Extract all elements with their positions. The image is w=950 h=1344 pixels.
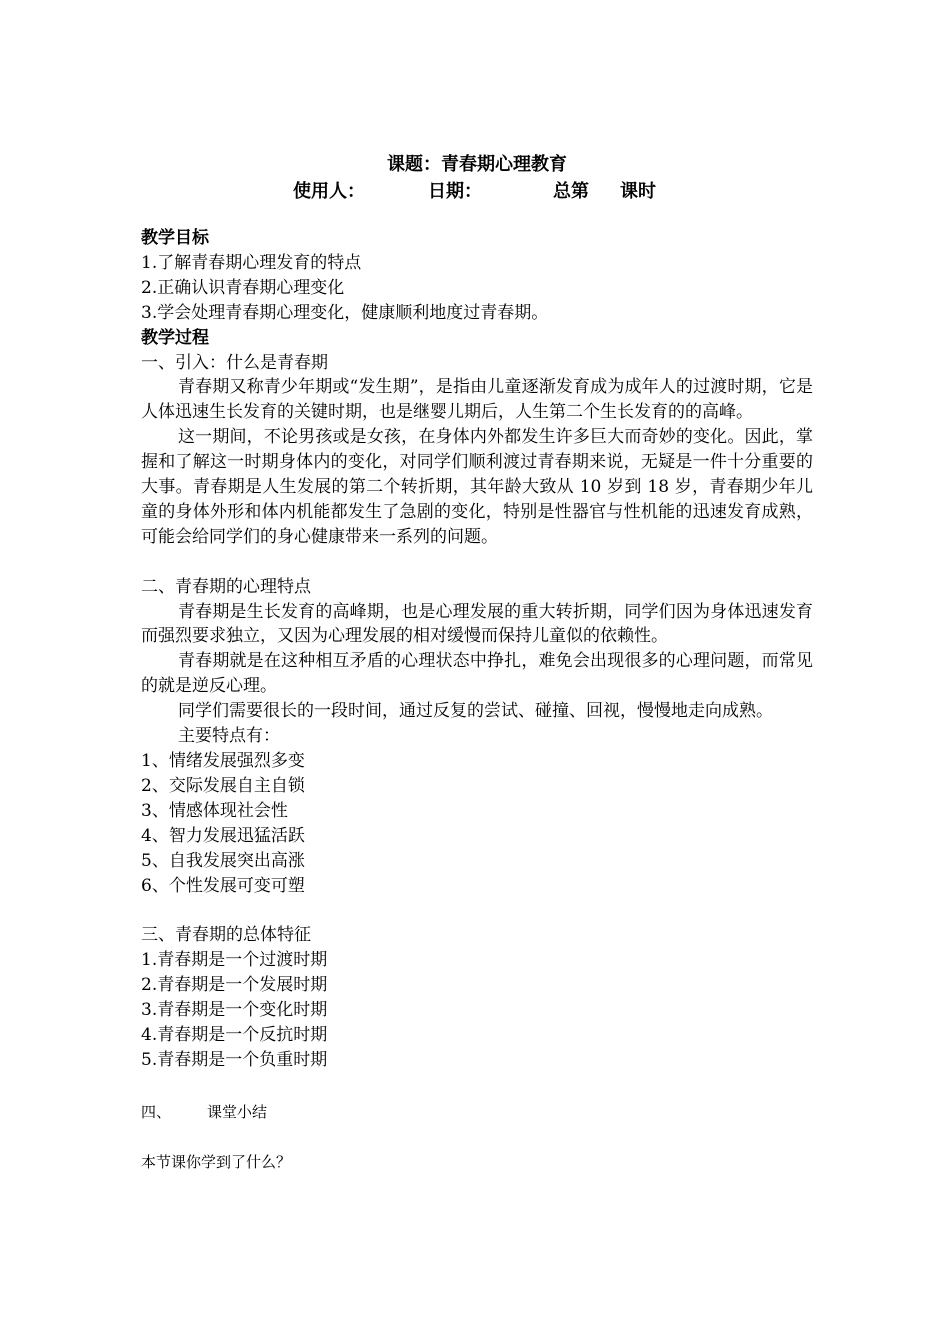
objective-item: 3.学会处理青春期心理变化，健康顺利地度过青春期。 <box>141 302 549 323</box>
objective-item: 1.了解青春期心理发育的特点 <box>141 252 362 273</box>
list-item: 6、个性发展可变可塑 <box>141 875 305 896</box>
lesson-meta-line <box>0 177 950 201</box>
spacer <box>141 1125 813 1150</box>
section-4-title <box>141 1100 813 1125</box>
list-item: 5.青春期是一个负重时期 <box>141 1049 328 1070</box>
period-label: 课时 <box>620 181 656 202</box>
list-item: 3.青春期是一个变化时期 <box>141 1000 328 1021</box>
paragraph: 这一期间，不论男孩或是女孩，在身体内外都发生许多巨大而奇妙的变化。因此，掌握和了解这一时期身体内的变化，对同学们顺利渡过青春期来说，无疑是一件十分重要的大事。青春期是人生发展的第二个转折期，其年龄大致从 10 岁到 18 岁，青春期少年儿童的身体外形和体内机能都发生了急剧的变化，特别是性器官与性机能的迅速发育成熟，可能会给同学们的身心健康带来一系列的问题。 <box>141 427 813 547</box>
section-1-title: 一、引入：什么是青春期 <box>141 352 328 373</box>
document-title: 课题：青春期心理教育 <box>387 154 567 175</box>
spacer <box>141 898 813 923</box>
paragraph: 青春期又称青少年期或“发生期”，是指由儿童逐渐发育成为成年人的过渡时期，它是人体迅速生长发育的关键时期，也是继婴儿期后，人生第二个生长发育的的高峰。 <box>141 377 813 423</box>
summary-question: 本节课你学到了什么？ <box>141 1152 292 1171</box>
paragraph: 同学们需要很长的一段时间，通过反复的尝试、碰撞、回视，慢慢地走向成熟。 <box>178 701 773 722</box>
date-label: 日期： <box>428 181 482 202</box>
section-2-title: 二、青春期的心理特点 <box>141 576 311 597</box>
objective-item: 2.正确认识青春期心理变化 <box>141 277 345 298</box>
user-label: 使用人： <box>293 181 365 202</box>
list-item: 1、情绪发展强烈多变 <box>141 751 305 772</box>
paragraph: 青春期就是在这种相互矛盾的心理状态中挣扎，难免会出现很多的心理问题，而常见的就是逆反心理。 <box>141 651 813 697</box>
section-4-label: 课堂小结 <box>207 1102 268 1121</box>
spacer <box>141 550 813 575</box>
list-item: 2、交际发展自主自锁 <box>141 775 305 796</box>
document-body <box>141 226 813 1175</box>
list-item: 1.青春期是一个过渡时期 <box>141 950 328 971</box>
total-label: 总第 <box>553 181 589 202</box>
section-4-number: 四、 <box>141 1102 172 1121</box>
process-heading: 教学过程 <box>141 327 209 348</box>
spacer <box>141 1073 813 1100</box>
objectives-heading: 教学目标 <box>141 228 209 248</box>
paragraph: 青春期是生长发育的高峰期，也是心理发展的重大转折期，同学们因为身体迅速发育而强烈要求独立，又因为心理发展的相对缓慢而保持儿童似的依赖性。 <box>141 601 813 647</box>
list-item: 3、情感体现社会性 <box>141 800 288 821</box>
list-item: 2.青春期是一个发展时期 <box>141 975 328 996</box>
list-item: 4、智力发展迅猛活跃 <box>141 825 305 846</box>
list-item: 5、自我发展突出高涨 <box>141 850 305 871</box>
paragraph: 主要特点有： <box>178 726 280 747</box>
section-3-title: 三、青春期的总体特征 <box>141 925 311 946</box>
list-item: 4.青春期是一个反抗时期 <box>141 1024 328 1045</box>
